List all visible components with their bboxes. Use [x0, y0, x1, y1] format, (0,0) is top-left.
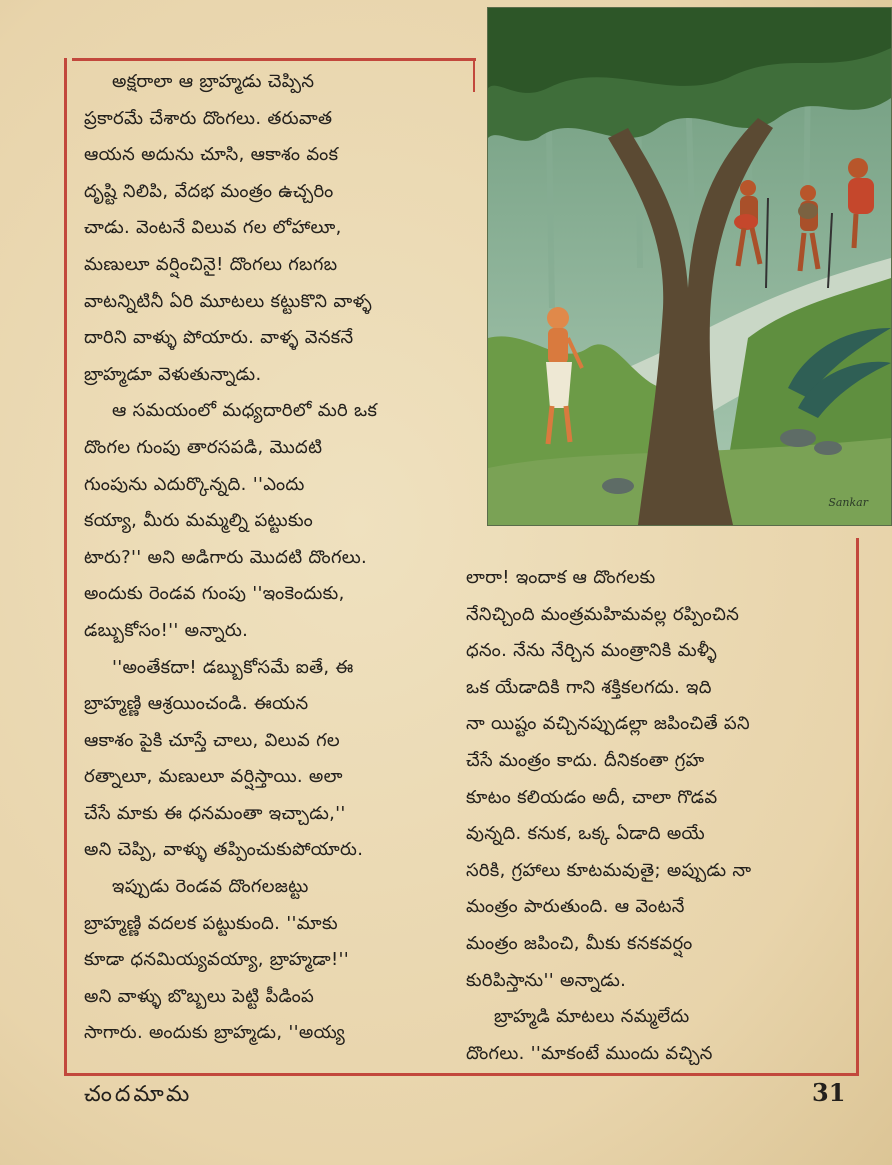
text-line: చేసే మాకు ఈ ధనమంతా ఇచ్చాడు,'': [84, 802, 346, 824]
left-text-column: [84, 64, 456, 1052]
bottom-rule: [64, 1073, 859, 1076]
text-line: సాగారు. అందుకు బ్రాహ్మడు, ''అయ్య: [84, 1022, 346, 1044]
text-line: బ్రాహ్మడి మాటలు నమ్మలేదు: [494, 1006, 690, 1028]
forest-scene-illustration: [487, 7, 892, 526]
text-line: దొంగల గుంపు తారసపడి, మొదటి: [84, 436, 323, 458]
text-line: ధనం. నేను నేర్చిన మంత్రానికి మళ్ళీ: [466, 640, 717, 662]
text-line: వున్నది. కనుక, ఒక్క ఏడాది అయే: [466, 823, 706, 845]
paragraph: [84, 650, 456, 870]
text-line: కురిపిస్తాను'' అన్నాడు.: [466, 969, 627, 991]
paragraph: [466, 560, 846, 999]
text-line: బ్రాహ్మణ్ణి ఆశ్రయించండి. ఈయన: [84, 693, 309, 715]
text-line: ఆకాశం పైకి చూస్తే చాలు, విలువ గల: [84, 729, 340, 751]
text-line: అందుకు రెండవ గుంపు ''ఇంకెందుకు,: [84, 583, 345, 605]
text-line: చాడు. వెంటనే విలువ గల లోహాలూ,: [84, 217, 342, 239]
text-line: కూడా ధనమియ్యవయ్యా, బ్రాహ్మడా!'': [84, 949, 349, 971]
paragraph: [84, 64, 456, 393]
text-line: మంత్రం జపించి, మీకు కనకవర్షం: [466, 932, 693, 954]
text-line: బ్రాహ్మణ్ణి వదలక పట్టుకుంది. ''మాకు: [84, 912, 338, 934]
illustrator-signature: Sankar: [828, 496, 868, 509]
text-line: చేసే మంత్రం కాదు. దీనికంతా గ్రహ: [466, 749, 705, 771]
text-line: డబ్బుకోసం!'' అన్నారు.: [84, 619, 249, 641]
page-number: 31: [812, 1078, 846, 1107]
paragraph: [84, 393, 456, 649]
text-line: ఒక యేడాదికి గాని శక్తికలగదు. ఇది: [466, 676, 712, 698]
text-line: టారు?'' అని అడిగారు మొదటి దొంగలు.: [84, 546, 368, 568]
left-frame-top-rule: [72, 58, 476, 61]
text-line: దృష్టి నిలిపి, వేదభ మంత్రం ఉచ్చరిం: [84, 180, 334, 202]
paragraph: [466, 999, 846, 1072]
left-frame-left-rule: [64, 58, 67, 1076]
right-frame-right-rule: [856, 538, 859, 1076]
text-line: దారిని వాళ్ళు పోయారు. వాళ్ళ వెనకనే: [84, 327, 354, 349]
text-line: రత్నాలూ, మణులూ వర్షిస్తాయి. అలా: [84, 766, 343, 788]
paragraph: [84, 869, 456, 1052]
text-line: ప్రకారమే చేశారు దొంగలు. తరువాత: [84, 107, 333, 129]
text-line: నేనిచ్చింది మంత్రమహిమవల్ల రప్పించిన: [466, 603, 740, 625]
text-line: అక్షరాలా ఆ బ్రాహ్మడు చెప్పిన: [112, 71, 315, 92]
text-line: లారా! ఇందాక ఆ దొంగలకు: [466, 567, 656, 588]
magazine-name: చందమామ: [84, 1082, 193, 1107]
text-line: కూటం కలియడం అదీ, చాలా గొడవ: [466, 786, 718, 808]
text-line: మంత్రం పారుతుంది. ఆ వెంటనే: [466, 896, 685, 918]
text-line: అని చెప్పి, వాళ్ళు తప్పించుకుపోయారు.: [84, 839, 364, 861]
text-line: అని వాళ్ళు బొబ్బలు పెట్టి పీడింప: [84, 985, 315, 1007]
text-line: ఆ సమయంలో మధ్యదారిలో మరి ఒక: [112, 400, 378, 422]
text-line: దొంగలు. ''మాకంటే ముందు వచ్చిన: [466, 1042, 713, 1064]
text-line: ఇప్పుడు రెండవ దొంగలజట్టు: [112, 876, 309, 898]
forest-scene-svg: [488, 8, 891, 525]
left-frame-right-rule: [473, 58, 475, 92]
text-line: ''అంతేకదా! డబ్బుకోసమే ఐతే, ఈ: [112, 656, 354, 678]
text-line: నా యిష్టం వచ్చినప్పుడల్లా జపించితే పని: [466, 713, 750, 735]
text-line: సరికి, గ్రహాలు కూటమవుతై; అప్పుడు నా: [466, 859, 752, 881]
text-line: గుంపును ఎదుర్కొన్నది. ''ఎందు: [84, 473, 305, 495]
right-text-column: [466, 560, 846, 1072]
text-line: మణులూ వర్షించినై! దొంగలు గబగబ: [84, 253, 338, 275]
text-line: ఆయన అదును చూసి, ఆకాశం వంక: [84, 144, 339, 166]
text-line: కయ్యా, మీరు మమ్మల్ని పట్టుకుం: [84, 510, 314, 532]
text-line: బ్రాహ్మడూ వెళుతున్నాడు.: [84, 363, 262, 385]
text-line: వాటన్నిటినీ ఏరి మూటలు కట్టుకొని వాళ్ళ: [84, 290, 372, 312]
